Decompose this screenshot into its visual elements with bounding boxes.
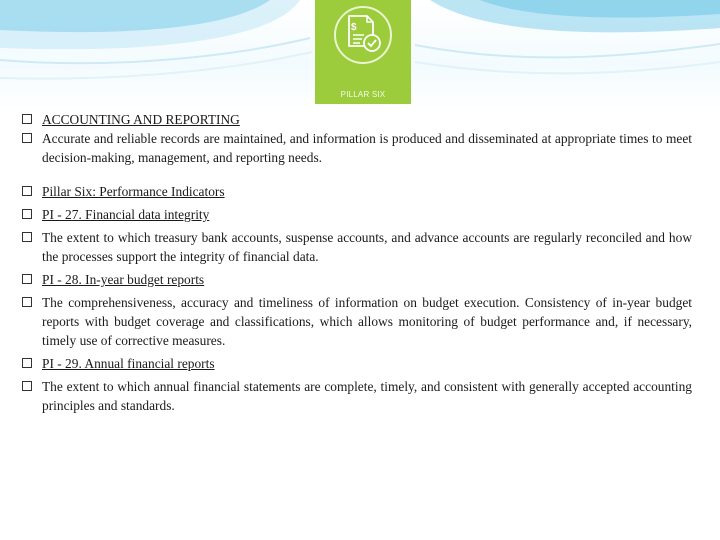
checkbox-square-icon: [22, 186, 32, 196]
document-dollar-check-icon: [342, 13, 386, 57]
checkbox-square-icon: [22, 209, 32, 219]
checkbox-square-icon: [22, 358, 32, 368]
checkbox-square-icon: [22, 297, 32, 307]
pi27-description-item: [22, 228, 692, 266]
pi27-title-item: [22, 205, 692, 224]
pi27-title: PI - 27. Financial data integrity: [42, 207, 210, 222]
pi29-description: The extent to which annual financial statements are complete, timely, and consistent with generally accepted accounting principles and standards.: [42, 379, 692, 413]
pi29-title: PI - 29. Annual financial reports: [42, 356, 215, 371]
section1-heading-item: [22, 110, 692, 129]
section1-heading: ACCOUNTING AND REPORTING: [42, 112, 240, 127]
pi29-title-item: [22, 354, 692, 373]
svg-text:$: $: [351, 22, 357, 33]
pi28-title: PI - 28. In-year budget reports: [42, 272, 205, 287]
pi29-description-item: [22, 377, 692, 415]
badge-label: PILLAR SIX: [340, 90, 386, 99]
checkbox-square-icon: [22, 274, 32, 284]
section2-heading-item: [22, 182, 692, 201]
section2-heading: Pillar Six: Performance Indicators: [42, 184, 225, 199]
pi28-description-item: [22, 293, 692, 350]
checkbox-square-icon: [22, 133, 32, 143]
section1-description-item: [22, 129, 692, 167]
section1-description: Accurate and reliable records are maintained, and information is produced and disseminated at appropriate times to meet decision-making, management, and reporting needs.: [42, 131, 692, 165]
pi28-description: The comprehensiveness, accuracy and timeliness of information on budget execution. Consistency of in-year budget reports with budget coverage and classifications, which allows monitoring of budget performance and, if necessary, timely use of corrective measures.: [42, 295, 692, 348]
checkbox-square-icon: [22, 381, 32, 391]
checkbox-square-icon: [22, 114, 32, 124]
checkbox-square-icon: [22, 232, 32, 242]
content: [22, 110, 692, 415]
pillar-badge: [315, 0, 411, 104]
pi27-description: The extent to which treasury bank accounts, suspense accounts, and advance accounts are regularly reconciled and how the processes support the integrity of financial data.: [42, 230, 692, 264]
pi28-title-item: [22, 270, 692, 289]
